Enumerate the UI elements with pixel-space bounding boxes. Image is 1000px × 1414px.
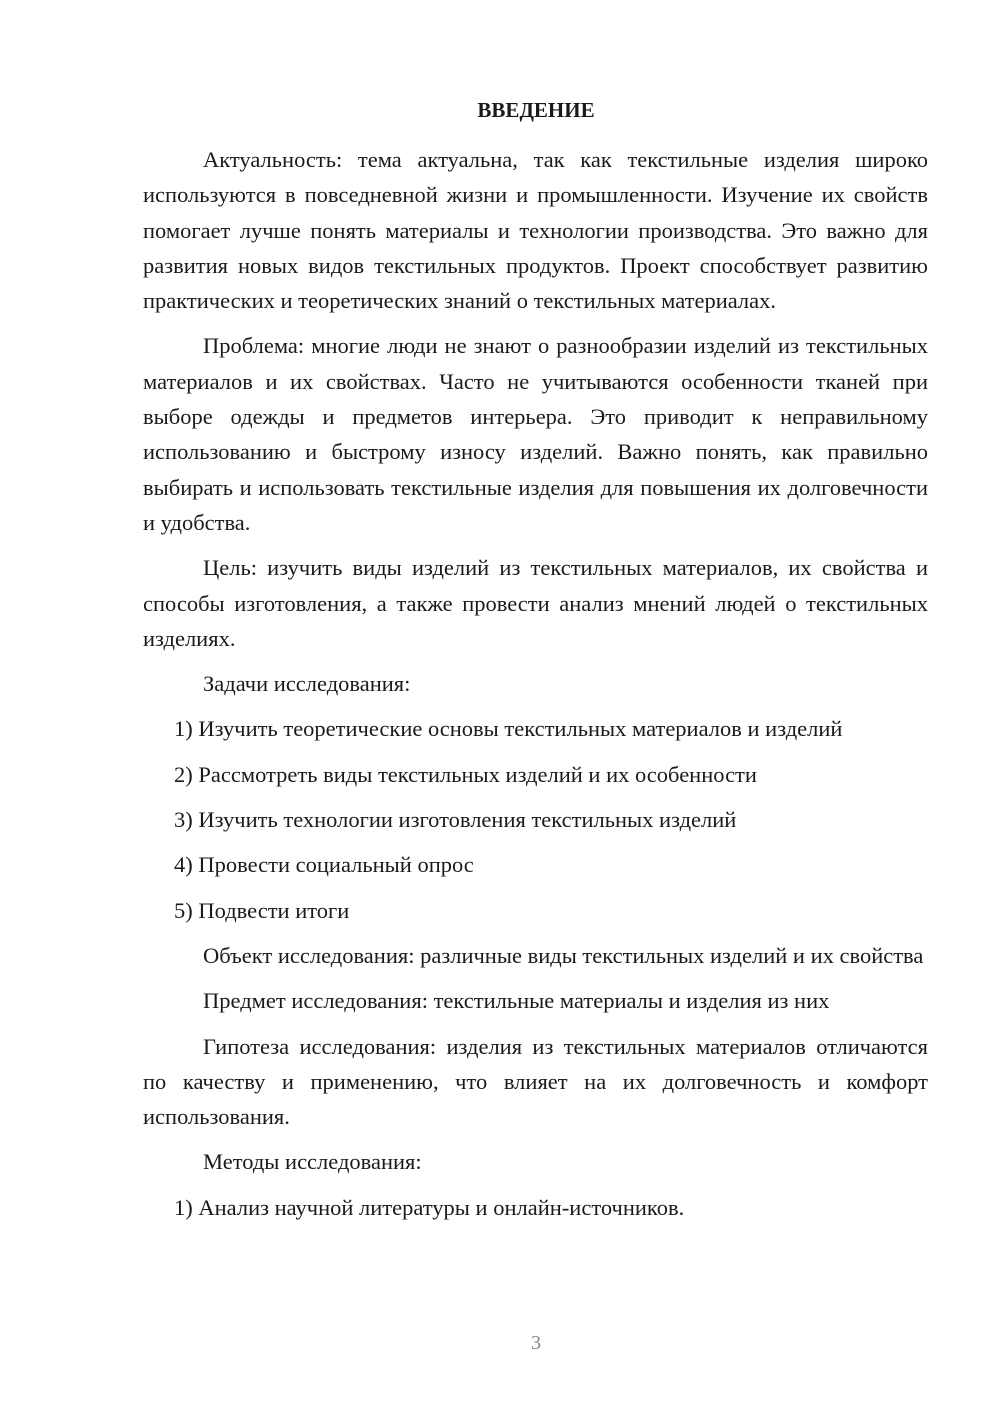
tasks-heading: Задачи исследования:: [203, 671, 411, 697]
list-item: 3) Изучить технологии изготовления текстильных изделий: [174, 807, 737, 833]
methods-list: [143, 1190, 928, 1225]
tasks-list: [143, 711, 928, 927]
page-title: ВВЕДЕНИЕ: [477, 98, 595, 122]
list-item: 1) Изучить теоретические основы текстильных материалов и изделий: [174, 716, 843, 742]
list-item: 5) Подвести итоги: [174, 897, 350, 923]
hypothesis-paragraph: Гипотеза исследования: изделия из текстильных материалов отличаются по качеству и применению, что влияет на их долговечность и комфорт использования.: [143, 1033, 928, 1130]
object-paragraph: Объект исследования: различные виды текстильных изделий и их свойства: [203, 942, 924, 968]
body-text: [143, 142, 928, 1225]
list-item: 1) Анализ научной литературы и онлайн-источников.: [174, 1194, 685, 1220]
problem-paragraph: Проблема: многие люди не знают о разнообразии изделий из текстильных материалов и их свойствах. Часто не учитываются особенности тканей при выборе одежды и предметов интерьера. Это приводит к неправильному использованию и быстрому износу изделий. Важно понять, как правильно выбирать и использовать текстильные изделия для повышения их долговечности и удобства.: [143, 333, 928, 535]
methods-heading: Методы исследования:: [203, 1149, 422, 1175]
list-item: 4) Провести социальный опрос: [174, 852, 474, 878]
page-number: 3: [531, 1332, 541, 1354]
subject-paragraph: Предмет исследования: текстильные материалы и изделия из них: [203, 988, 830, 1014]
relevance-paragraph: Актуальность: тема актуальна, так как текстильные изделия широко используются в повседневной жизни и промышленности. Изучение их свойств помогает лучше понять материалы и технологии производства. Это важно для развития новых видов текстильных продуктов. Проект способствует развитию практических и теоретических знаний о текстильных материалах.: [143, 147, 928, 314]
goal-paragraph: Цель: изучить виды изделий из текстильных материалов, их свойства и способы изготовления, а также провести анализ мнений людей о текстильных изделиях.: [143, 555, 928, 651]
list-item: 2) Рассмотреть виды текстильных изделий и их особенности: [174, 761, 757, 787]
